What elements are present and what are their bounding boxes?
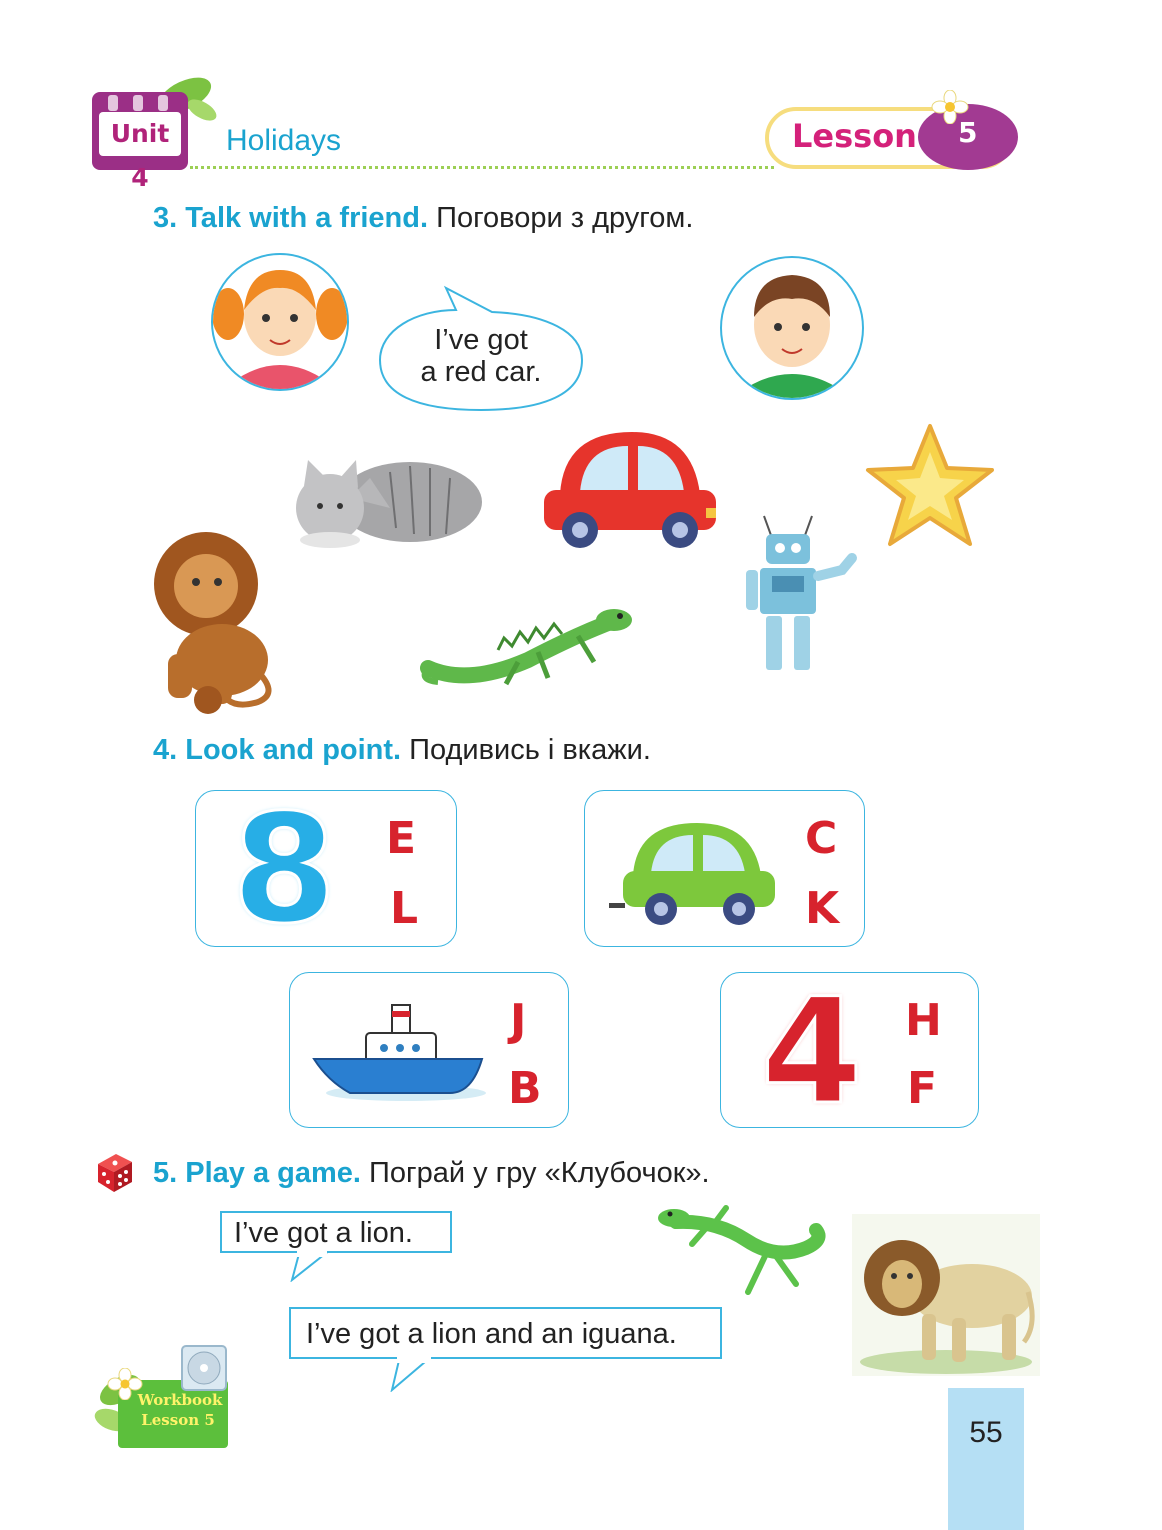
exercise-4-title-en: Look and point. — [185, 734, 402, 766]
exercise-3-number: 3. — [153, 202, 178, 234]
number-four: 4 — [761, 967, 863, 1137]
girl-portrait — [208, 252, 352, 392]
exercise-3-heading — [153, 202, 693, 235]
letter-card-ship[interactable] — [289, 972, 569, 1128]
letter-option[interactable]: F — [907, 1063, 938, 1114]
robot-picture — [742, 512, 866, 676]
cd-icon — [180, 1344, 228, 1392]
bubble-line-1: I’ve got — [434, 324, 528, 356]
exercise-5-heading — [153, 1157, 710, 1190]
speech-bubble-2: I’ve got a lion and an iguana. — [289, 1307, 722, 1359]
header-divider — [190, 166, 774, 169]
lion-picture — [852, 1214, 1040, 1376]
page-number: 55 — [969, 1416, 1003, 1449]
iguana-picture — [408, 590, 636, 692]
exercise-3-title-ua: Поговори з другом. — [436, 202, 694, 234]
letter-card-car[interactable] — [584, 790, 865, 947]
green-car-picture — [609, 817, 781, 929]
letter-option[interactable]: K — [805, 883, 840, 934]
red-car-picture — [540, 428, 720, 552]
number-eight: 8 — [232, 783, 337, 957]
lion-cub-picture — [148, 524, 280, 714]
star-picture — [864, 422, 996, 548]
lizard-picture — [656, 1200, 828, 1304]
speech-bubble-2-tail-cover — [397, 1357, 431, 1363]
lesson-label: Lesson — [792, 117, 917, 155]
workbook-line-2: Lesson 5 — [141, 1411, 215, 1429]
workbook-reference — [118, 1390, 228, 1430]
unit-badge — [92, 92, 188, 192]
letter-card-eight[interactable] — [195, 783, 457, 957]
ship-picture — [310, 1001, 486, 1105]
workbook-line-1: Workbook — [137, 1391, 223, 1409]
letter-option[interactable]: C — [805, 813, 838, 864]
page-topic: Holidays — [226, 124, 342, 157]
letter-option[interactable]: H — [905, 995, 942, 1046]
exercise-5-title-ua: Пограй у гру «Клубочок». — [369, 1157, 710, 1189]
cat-picture — [270, 438, 490, 550]
page-number-tab — [948, 1388, 1024, 1530]
boy-portrait — [718, 255, 866, 401]
exercise-3-title-en: Talk with a friend. — [185, 202, 429, 234]
speech-bubble-1: I’ve got a lion. — [220, 1211, 452, 1253]
exercise-5-title-en: Play a game. — [185, 1157, 361, 1189]
letter-option[interactable]: B — [508, 1063, 542, 1114]
exercise-5-number: 5. — [153, 1157, 178, 1189]
exercise-4-number: 4. — [153, 734, 178, 766]
exercise-4-heading — [153, 734, 651, 767]
letter-option[interactable]: L — [390, 883, 419, 934]
bubble-line-2: a red car. — [420, 356, 542, 388]
exercise-4-title-ua: Подивись і вкажи. — [409, 734, 651, 766]
letter-option[interactable]: E — [386, 813, 417, 864]
letter-option[interactable]: J — [510, 995, 527, 1046]
speech-bubble — [376, 324, 586, 388]
letter-card-four[interactable] — [720, 967, 979, 1137]
lesson-number: 5 — [958, 116, 978, 149]
speech-bubble-1-tail-cover — [297, 1251, 327, 1257]
unit-label: Unit 4 — [99, 112, 181, 156]
dice-icon — [92, 1150, 136, 1194]
